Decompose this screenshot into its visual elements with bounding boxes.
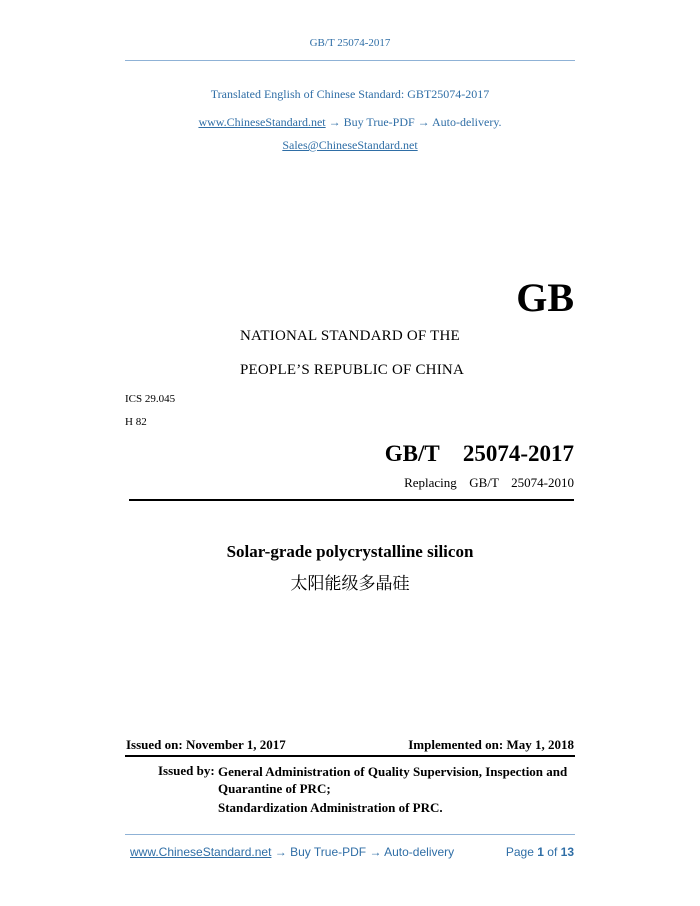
- national-standard-line-1: NATIONAL STANDARD OF THE: [240, 328, 460, 344]
- footer-site-link[interactable]: www.ChineseStandard.net: [130, 845, 272, 859]
- page-label: Page: [505, 845, 534, 859]
- dates-divider: [125, 755, 575, 757]
- ics-code: ICS 29.045: [125, 393, 176, 405]
- issued-on-date: Issued on: November 1, 2017: [126, 737, 286, 752]
- page-indicator: [506, 845, 574, 859]
- sales-email-link[interactable]: Sales@ChineseStandard.net: [282, 138, 418, 152]
- issued-by-authorities: [218, 763, 578, 818]
- implemented-on-date: Implemented on: May 1, 2018: [408, 737, 574, 752]
- gb-mark: GB: [516, 275, 574, 320]
- footer-offer-text: → Buy True-PDF → Auto-delivery: [274, 845, 455, 859]
- footer-divider: [125, 834, 575, 835]
- header-divider: [125, 60, 575, 61]
- standard-number: GB/T 25074-2017: [384, 441, 574, 466]
- national-standard-line-2: PEOPLE’S REPUBLIC OF CHINA: [240, 362, 464, 378]
- ccs-code: H 82: [125, 416, 147, 428]
- sales-email-line: [0, 138, 700, 153]
- promo-line: [0, 115, 700, 130]
- translation-notice: Translated English of Chinese Standard: GBT25074-2017: [210, 87, 490, 101]
- site-link[interactable]: www.ChineseStandard.net: [198, 115, 326, 129]
- issued-by-label: Issued by:: [158, 763, 215, 778]
- standard-title-chinese: 太阳能级多晶硅: [290, 574, 410, 594]
- page-total: 13: [560, 845, 574, 859]
- issuing-authority-2: Standardization Administration of PRC.: [218, 800, 443, 815]
- page-current: 1: [537, 845, 544, 859]
- page-of-label: of: [547, 845, 558, 859]
- footer-promo: [130, 845, 454, 859]
- running-header-title: GB/T 25074-2017: [309, 37, 391, 49]
- standard-divider: [129, 499, 574, 501]
- replacing-note: Replacing GB/T 25074-2010: [404, 475, 574, 490]
- standard-title-english: Solar-grade polycrystalline silicon: [226, 542, 474, 561]
- issuing-authority-1: General Administration of Quality Supervision, Inspection and Quarantine of PRC;: [218, 764, 568, 796]
- promo-offer-text: → Buy True-PDF → Auto-delivery.: [328, 115, 502, 129]
